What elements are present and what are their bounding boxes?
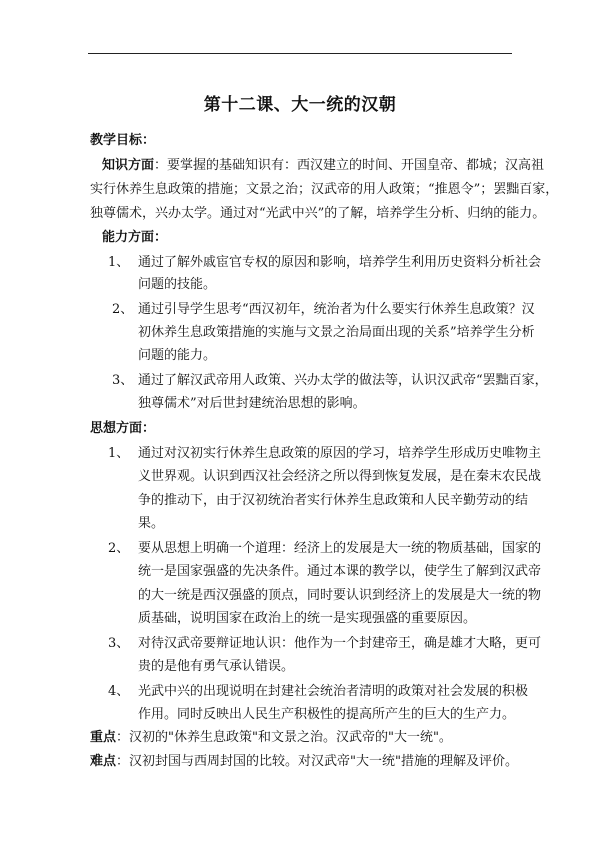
thought-item-1-line: 果。 xyxy=(138,516,165,531)
knowledge-label: 知识方面 xyxy=(102,158,155,173)
ability-item-3-line: 通过了解汉武帝用人政策、兴办太学的做法等，认识汉武帝“罢黜百家， xyxy=(138,373,548,388)
difficulties: 难点：汉初封国与西周封国的比较。对汉武帝"大一统"措施的理解及评价。 xyxy=(90,754,518,769)
thought-item-3-number: 3、 xyxy=(108,636,130,651)
thought-item-2-number: 2、 xyxy=(108,541,130,556)
thought-item-1-line: 通过对汉初实行休养生息政策的原因的学习，培养学生形成历史唯物主 xyxy=(138,446,542,461)
ability-item-1-line: 问题的技能。 xyxy=(138,277,217,292)
thought-item-4-number: 4、 xyxy=(108,684,130,699)
header-rule xyxy=(88,53,512,54)
page-title: 第十二课、大一统的汉朝 xyxy=(203,95,397,115)
thought-item-1-line: 争的推动下，由于汉初统治者实行休养生息政策和人民辛勤劳动的结 xyxy=(138,493,529,508)
ability-item-2-line: 问题的能力。 xyxy=(138,348,217,363)
thought-item-1-line: 义世界观。认识到西汉社会经济之所以得到恢复发展，是在秦末农民战 xyxy=(138,469,542,484)
thought-item-2-line: 质基础，说明国家在政治上的统一是实现强盛的重要原因。 xyxy=(138,611,477,626)
key-points-label: 重点 xyxy=(90,730,117,745)
knowledge-line-3: 独尊儒术，兴办太学。通过对“光武中兴”的了解，培养学生分析、归纳的能力。 xyxy=(90,206,546,221)
thought-item-2-line: 统一是国家强盛的先决条件。通过本课的教学以，使学生了解到汉武帝 xyxy=(138,564,542,579)
ability-item-1-line: 通过了解外戚宦官专权的原因和影响，培养学生利用历史资料分析社会 xyxy=(138,255,542,270)
ability-item-1-number: 1、 xyxy=(108,255,130,270)
thought-item-3-line: 对待汉武帝要辩证地认识：他作为一个封建帝王，确是雄才大略，更可 xyxy=(138,636,542,651)
thought-heading: 思想方面： xyxy=(90,421,156,436)
ability-heading: 能力方面： xyxy=(102,230,168,245)
thought-item-1-number: 1、 xyxy=(108,446,130,461)
difficulties-label: 难点 xyxy=(90,754,117,769)
knowledge-line-2: 实行休养生息政策的措施；文景之治；汉武帝的用人政策；“推恩令”；罢黜百家， xyxy=(90,182,559,197)
thought-item-3-line: 贵的是他有勇气承认错误。 xyxy=(138,659,295,674)
thought-item-2-line: 要从思想上明确一个道理：经济上的发展是大一统的物质基础，国家的 xyxy=(138,541,542,556)
thought-item-4-line: 光武中兴的出现说明在封建社会统治者清明的政策对社会发展的积极 xyxy=(138,684,529,699)
thought-item-4-line: 作用。同时反映出人民生产积极性的提高所产生的巨大的生产力。 xyxy=(138,707,516,722)
ability-item-2-number: 2、 xyxy=(112,302,134,317)
key-points: 重点：汉初的"休养生息政策"和文景之治。汉武帝的"大一统"。 xyxy=(90,730,452,745)
ability-item-2-line: 初休养生息政策措施的实施与文景之治局面出现的关系”培养学生分析 xyxy=(138,325,535,340)
knowledge-line-1: 知识方面：要掌握的基础知识有：西汉建立的时间、开国皇帝、都城；汉高祖 xyxy=(102,158,545,173)
ability-item-2-line: 通过引导学生思考“西汉初年，统治者为什么要实行休养生息政策？汉 xyxy=(138,302,535,317)
ability-item-3-number: 3、 xyxy=(112,373,134,388)
objectives-heading: 教学目标： xyxy=(90,133,156,148)
thought-item-2-line: 的大一统是西汉强盛的顶点，同时要认识到经济上的发展是大一统的物 xyxy=(138,588,542,603)
ability-item-3-line: 独尊儒术”对后世封建统治思想的影响。 xyxy=(138,396,366,411)
